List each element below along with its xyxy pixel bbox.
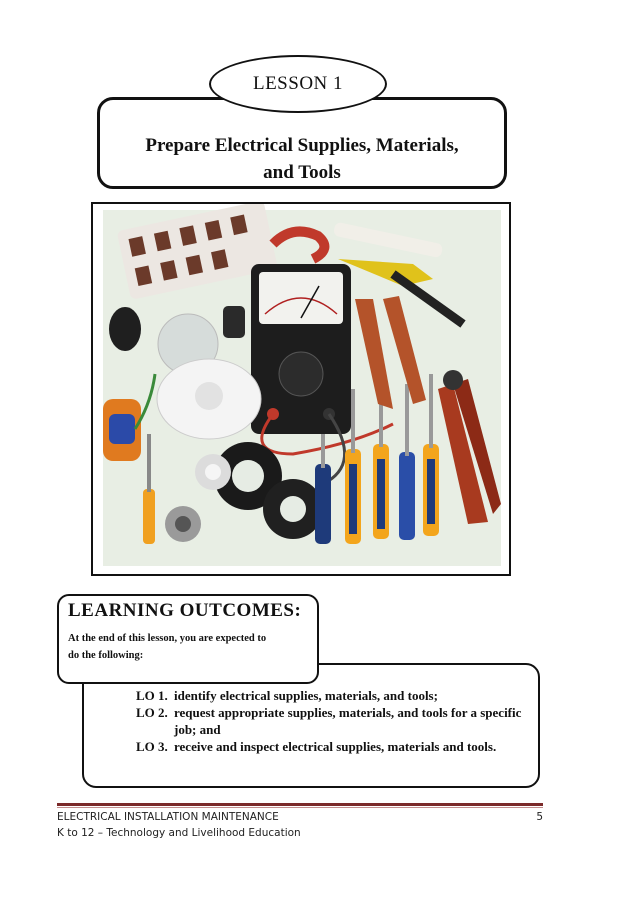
outcome-text: receive and inspect electrical supplies, materials and tools. [174,739,497,754]
footer-subject: ELECTRICAL INSTALLATION MAINTENANCE [57,811,279,823]
outcomes-list [136,687,536,755]
outcome-code: LO 3. [136,739,168,754]
lesson-label-text: LESSON 1 [252,73,344,94]
lesson-title-line2: and Tools [263,162,341,183]
tools-illustration [93,204,509,574]
footer-program: K to 12 – Technology and Livelihood Education [57,827,301,839]
outcome-text: identify electrical supplies, materials, and tools; [174,688,438,703]
footer-rule-thin [57,807,543,808]
outcome-code: LO 2. [136,705,168,720]
outcomes-intro-line1: At the end of this lesson, you are expected to [68,633,267,644]
lesson-title-line1: Prepare Electrical Supplies, Materials, [145,135,459,156]
outcomes-intro [68,630,308,664]
outcome-item [136,704,536,738]
outcome-code: LO 1. [136,688,168,703]
outcome-item [136,738,536,755]
outcome-item [136,687,536,704]
outcome-text: request appropriate supplies, materials, and tools for a specific job; and [174,705,522,737]
lesson-title [97,132,507,186]
footer-rule [57,803,543,806]
outcomes-intro-line2: do the following: [68,650,144,661]
electrical-tools-photo [91,202,511,576]
lesson-label [209,55,387,113]
page-number: 5 [536,811,543,823]
outcomes-heading: LEARNING OUTCOMES: [68,600,302,621]
